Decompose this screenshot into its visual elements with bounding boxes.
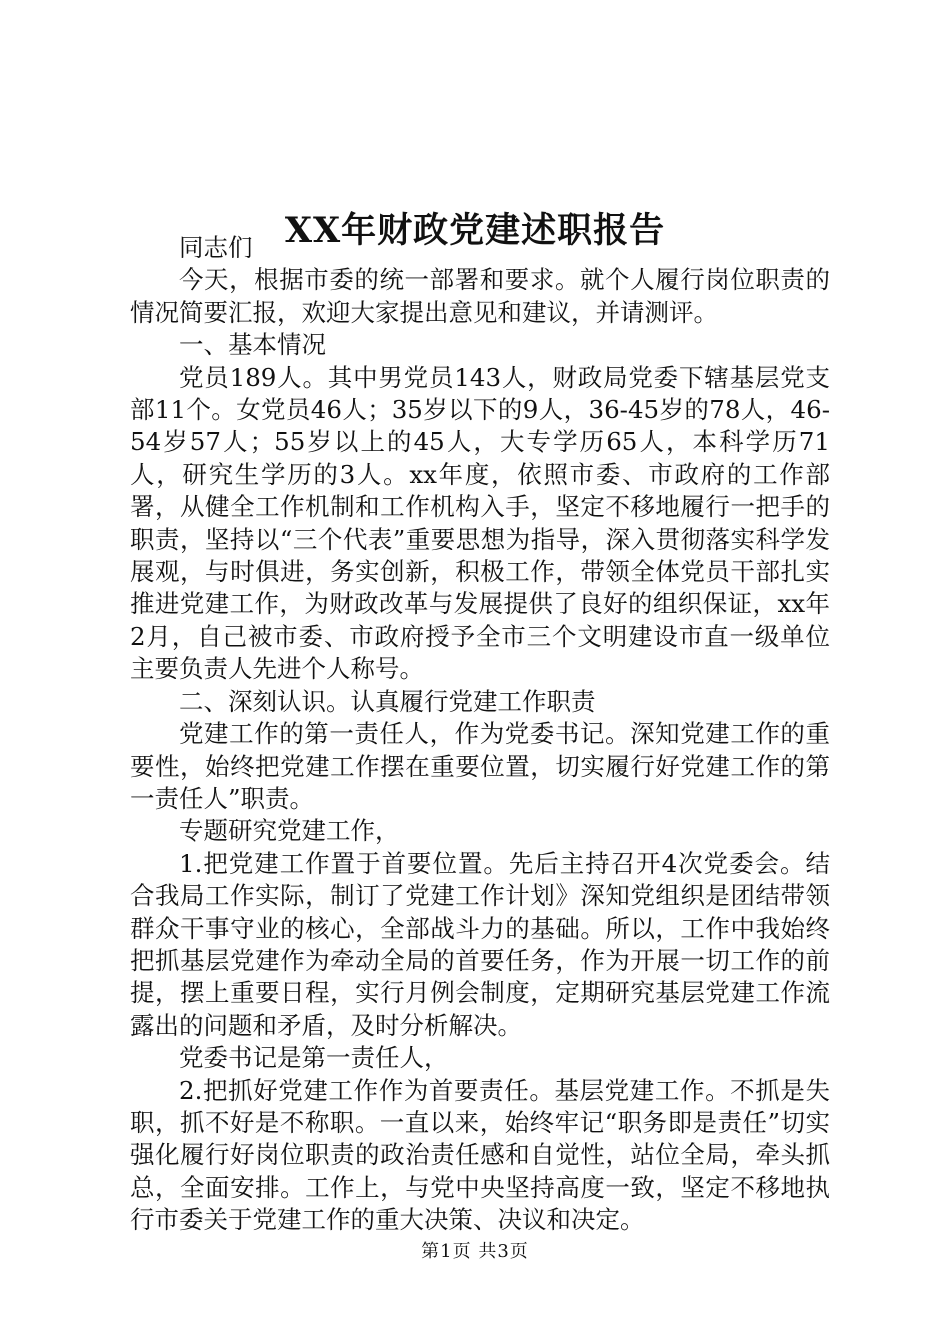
subheading-research: 专题研究党建工作， bbox=[179, 816, 400, 846]
intro-paragraph: 今天，根据市委的统一部署和要求。就个人履行岗位职责的情况简要汇报，欢迎大家提出意见和建议，并请测评。 bbox=[130, 265, 830, 327]
subheading-secretary: 党委书记是第一责任人， bbox=[179, 1043, 449, 1073]
basic-situation-paragraph: 党员189人。其中男党员143人，财政局党委下辖基层党支部11个。女党员46人；35岁以下的9人，36-45岁的78人，46-54岁57人；55岁以上的45人，大专学历65人，本科学历71人，研究生学历的3人。xx年度，依照市委、市政府的工作部署，从健全工作机制和工作机构入手，坚定不移地履行一把手的职责，坚持以“三个代表”重要思想为指导，深入贯彻落实科学发展观，与时俱进，务实创新，积极工作，带领全体党员干部扎实推进党建工作，为财政改革与发展提供了良好的组织保证，xx年2月，自己被市委、市政府授予全市三个文明建设市直一级单位主要负责人先进个人称号。 bbox=[130, 362, 830, 684]
salutation: 同志们 bbox=[179, 233, 253, 262]
page-title: XX年财政党建述职报告 bbox=[284, 210, 666, 252]
responsibility-paragraph: 党建工作的第一责任人，作为党委书记。深知党建工作的重要性，始终把党建工作摆在重要位置，切实履行好党建工作的第一责任人”职责。 bbox=[130, 719, 830, 813]
page-number-footer: 第1页 共3页 bbox=[421, 1241, 529, 1262]
section-heading-1: 一、基本情况 bbox=[179, 330, 326, 360]
item-2-paragraph: 2.把抓好党建工作作为首要责任。基层党建工作。不抓是失职，抓不好是不称职。一直以来，始终牢记“职务即是责任”切实强化履行好岗位职责的政治责任感和自觉性，站位全局，牵头抓总，全面安排。工作上，与党中央坚持高度一致，坚定不移地执行市委关于党建工作的重大决策、决议和决定。 bbox=[130, 1075, 830, 1235]
section-heading-2: 二、深刻认识。认真履行党建工作职责 bbox=[179, 686, 596, 716]
document-body bbox=[130, 232, 830, 1237]
item-1-paragraph: 1.把党建工作置于首要位置。先后主持召开4次党委会。结合我局工作实际，制订了党建工作计划》深知党组织是团结带领群众干事守业的核心，全部战斗力的基础。所以，工作中我始终把抓基层党建作为牵动全局的首要任务，作为开展一切工作的前提，摆上重要日程，实行月例会制度，定期研究基层党建工作流露出的问题和矛盾，及时分析解决。 bbox=[130, 848, 830, 1040]
